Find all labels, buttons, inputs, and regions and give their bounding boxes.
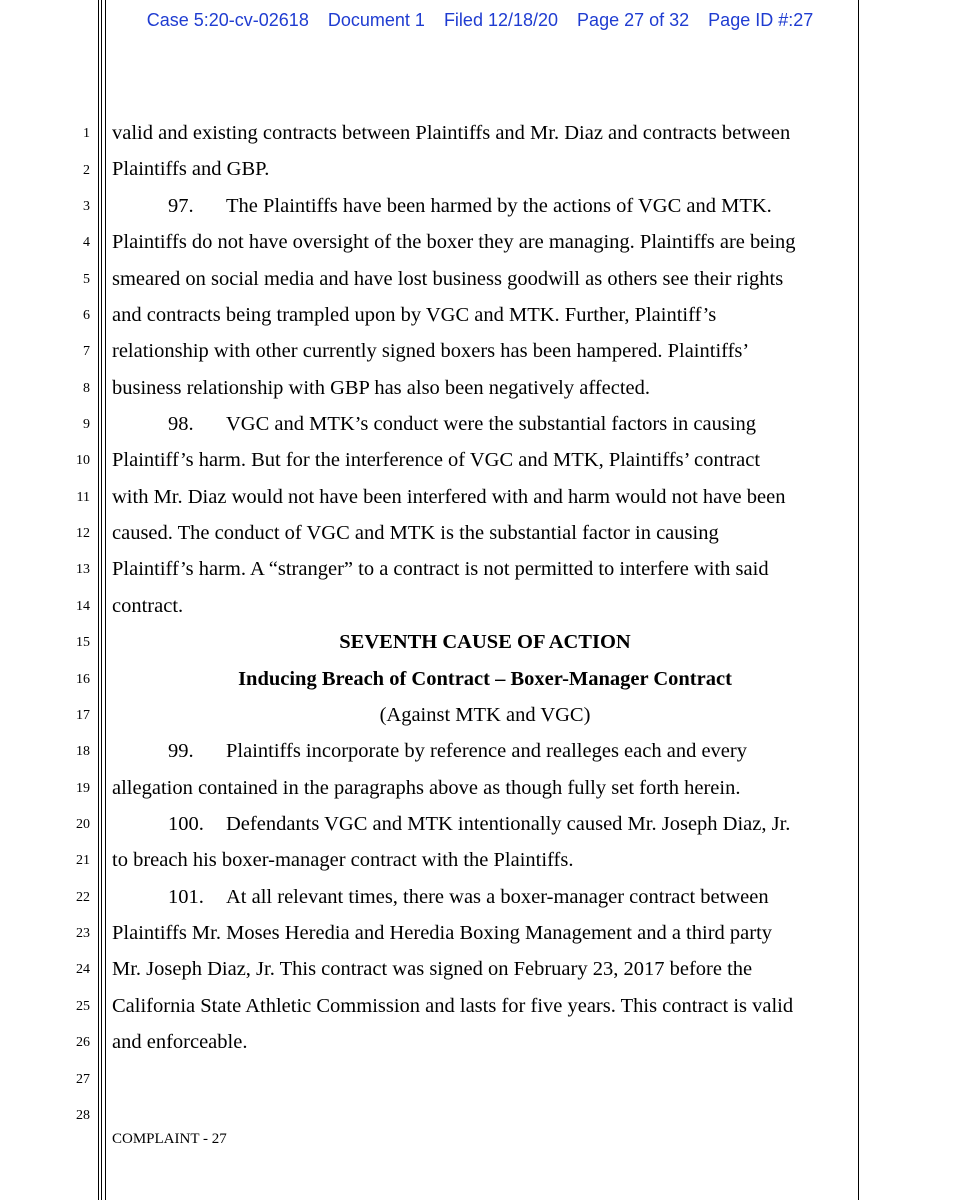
line-number: 27	[76, 1072, 90, 1087]
line-number: 17	[76, 708, 90, 723]
margin-rule-left-inner	[105, 0, 106, 1200]
body-line: Plaintiffs Mr. Moses Heredia and Heredia Boxing Management and a third party	[112, 922, 773, 944]
paragraph-98-first-line	[112, 412, 914, 436]
line-number: 15	[76, 635, 90, 650]
body-line: California State Athletic Commission and lasts for five years. This contract is valid	[112, 995, 794, 1017]
body-line: contract.	[112, 595, 184, 617]
header-document: Document 1	[327, 10, 425, 30]
body-line: to breach his boxer-manager contract with the Plaintiffs.	[112, 849, 574, 871]
cause-of-action-subheading: Inducing Breach of Contract – Boxer-Manager Contract	[238, 668, 732, 690]
header-page-count: Page 27 of 32	[577, 10, 690, 30]
line-number: 3	[83, 199, 90, 214]
ecf-header	[110, 10, 850, 31]
header-case-number: Case 5:20-cv-02618	[146, 10, 309, 30]
body-line: and enforceable.	[112, 1031, 248, 1053]
paragraph-number: 97.	[168, 195, 194, 217]
paragraph-99-first-line	[112, 739, 914, 763]
paragraph-97-first-line	[112, 194, 914, 218]
body-line: caused. The conduct of VGC and MTK is the substantial factor in causing	[112, 522, 719, 544]
line-number: 11	[76, 490, 90, 505]
body-line: Plaintiffs incorporate by reference and realleges each and every	[226, 740, 747, 762]
line-number: 4	[83, 235, 90, 250]
cause-of-action-parties: (Against MTK and VGC)	[379, 704, 591, 726]
body-line: Plaintiffs do not have oversight of the boxer they are managing. Plaintiffs are being	[112, 231, 796, 253]
line-number: 5	[83, 272, 90, 287]
paragraph-number: 101.	[168, 886, 204, 908]
line-number: 1	[83, 126, 90, 141]
paragraph-number: 98.	[168, 413, 194, 435]
line-number: 8	[83, 381, 90, 396]
line-number: 23	[76, 926, 90, 941]
body-line: smeared on social media and have lost business goodwill as others see their rights	[112, 268, 784, 290]
margin-rule-left-middle	[101, 0, 102, 1200]
paragraph-number: 100.	[168, 813, 204, 835]
margin-rule-left-outer	[98, 0, 99, 1200]
line-number: 13	[76, 562, 90, 577]
header-page-id: Page ID #:27	[708, 10, 814, 30]
paragraph-100-first-line	[112, 812, 914, 836]
page-footer: COMPLAINT - 27	[112, 1131, 227, 1147]
body-line: with Mr. Diaz would not have been interfered with and harm would not have been	[112, 486, 786, 508]
line-number: 20	[76, 817, 90, 832]
line-number: 10	[76, 453, 90, 468]
body-line: valid and existing contracts between Plaintiffs and Mr. Diaz and contracts between	[112, 122, 791, 144]
line-number: 21	[76, 853, 90, 868]
line-number: 19	[76, 781, 90, 796]
line-number: 18	[76, 744, 90, 759]
body-line: Plaintiff’s harm. But for the interference of VGC and MTK, Plaintiffs’ contract	[112, 449, 761, 471]
body-line: At all relevant times, there was a boxer-manager contract between	[226, 886, 769, 908]
body-line: business relationship with GBP has also been negatively affected.	[112, 377, 651, 399]
body-line: allegation contained in the paragraphs above as though fully set forth herein.	[112, 777, 741, 799]
margin-rule-right	[858, 0, 859, 1200]
body-line: relationship with other currently signed boxers has been hampered. Plaintiffs’	[112, 340, 750, 362]
body-line: The Plaintiffs have been harmed by the actions of VGC and MTK.	[226, 195, 772, 217]
body-line: Mr. Joseph Diaz, Jr. This contract was signed on February 23, 2017 before the	[112, 958, 753, 980]
header-filed-date: Filed 12/18/20	[443, 10, 559, 30]
body-line: and contracts being trampled upon by VGC and MTK. Further, Plaintiff’s	[112, 304, 717, 326]
body-line: Plaintiff’s harm. A “stranger” to a contract is not permitted to interfere with said	[112, 558, 769, 580]
line-number: 25	[76, 999, 90, 1014]
line-number: 14	[76, 599, 90, 614]
paragraph-number: 99.	[168, 740, 194, 762]
line-number: 9	[83, 417, 90, 432]
body-line: VGC and MTK’s conduct were the substantial factors in causing	[226, 413, 757, 435]
body-line: Defendants VGC and MTK intentionally caused Mr. Joseph Diaz, Jr.	[226, 813, 791, 835]
line-number: 28	[76, 1108, 90, 1123]
line-number: 2	[83, 163, 90, 178]
cause-of-action-heading: SEVENTH CAUSE OF ACTION	[339, 631, 631, 653]
line-number: 7	[83, 344, 90, 359]
line-number: 16	[76, 672, 90, 687]
body-line: Plaintiffs and GBP.	[112, 158, 270, 180]
line-number: 26	[76, 1035, 90, 1050]
line-number: 22	[76, 890, 90, 905]
line-number: 6	[83, 308, 90, 323]
line-number: 12	[76, 526, 90, 541]
paragraph-101-first-line	[112, 885, 914, 909]
line-number: 24	[76, 962, 90, 977]
